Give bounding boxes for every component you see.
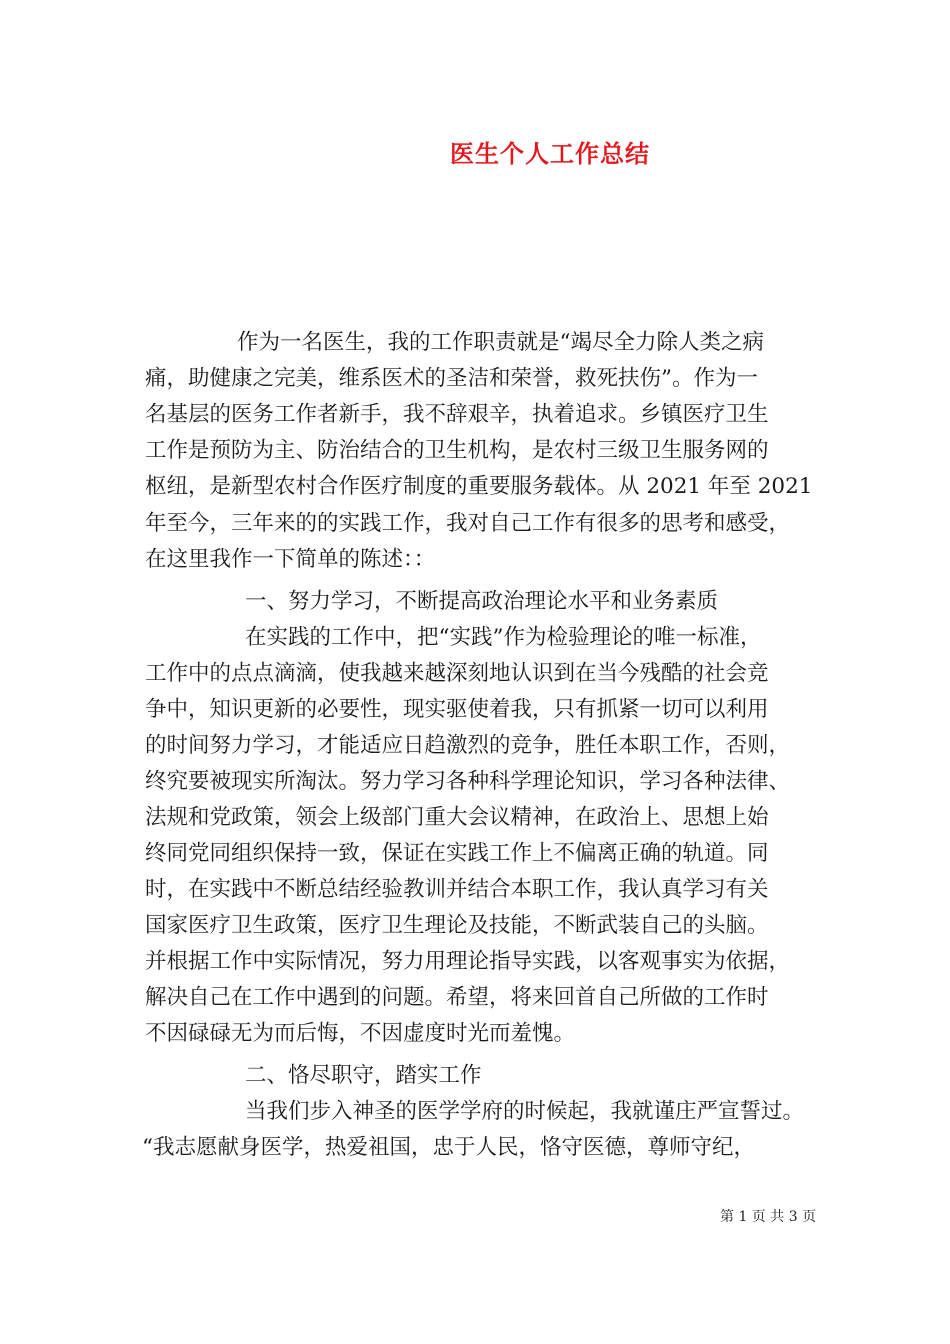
section-heading: 二、恪尽职守，踏实工作: [245, 1063, 482, 1088]
body-line: 名基层的医务工作者新手，我不辞艰辛，执着追求。乡镇医疗卫生: [145, 402, 769, 427]
body-line: 作为一名医生，我的工作职责就是“竭尽全力除人类之病: [237, 330, 764, 355]
body-line: 国家医疗卫生政策，医疗卫生理论及技能，不断武装自己的头脑。: [145, 913, 769, 938]
section-heading: 一、努力学习，不断提高政治理论水平和业务素质: [245, 589, 719, 614]
body-line: 终同党同组织保持一致，保证在实践工作上不偏离正确的轨道。同: [145, 841, 769, 866]
body-line: 在这里我作一下简单的陈述：：: [145, 547, 436, 572]
body-line: 解决自己在工作中遇到的问题。希望，将来回首自己所做的工作时: [145, 985, 769, 1010]
page-number: 第 1 页 共 3 页: [720, 1209, 817, 1225]
body-line: “我志愿献身医学，热爱祖国，忠于人民，恪守医德，尊师守纪，: [142, 1135, 755, 1160]
body-line: 年至今，三年来的的实践工作，我对自己工作有很多的思考和感受，: [145, 511, 791, 536]
body-line: 终究要被现实所淘汰。努力学习各种科学理论知识，学习各种法律、: [145, 769, 791, 794]
body-line: 工作是预防为主、防治结合的卫生机构，是农村三级卫生服务网的: [145, 438, 769, 463]
body-line: 争中，知识更新的必要性，现实驱使着我，只有抓紧一切可以利用: [145, 697, 769, 722]
body-line: 法规和党政策，领会上级部门重大会议精神，在政治上、思想上始: [145, 805, 769, 830]
body-line: 枢纽，是新型农村合作医疗制度的重要服务载体。从 2021 年至 2021: [145, 474, 813, 499]
body-line: 痛，助健康之完美，维系医术的圣洁和荣誉，救死扶伤”。作为一: [145, 366, 758, 391]
body-line: 并根据工作中实际情况，努力用理论指导实践，以客观事实为依据，: [145, 949, 791, 974]
body-line: 当我们步入神圣的医学学府的时候起，我就谨庄严宣誓过。: [245, 1099, 805, 1124]
document-title: 医生个人工作总结: [450, 139, 650, 168]
body-line: 时，在实践中不断总结经验教训并结合本职工作，我认真学习有关: [145, 877, 769, 902]
body-line: 工作中的点点滴滴，使我越来越深刻地认识到在当今残酷的社会竞: [145, 661, 769, 686]
body-line: 的时间努力学习，才能适应日趋激烈的竞争，胜任本职工作，否则，: [145, 733, 791, 758]
body-line: 不因碌碌无为而后悔，不因虚度时光而羞愧。: [145, 1021, 576, 1046]
body-line: 在实践的工作中，把“实践”作为检验理论的唯一标准，: [245, 625, 762, 650]
